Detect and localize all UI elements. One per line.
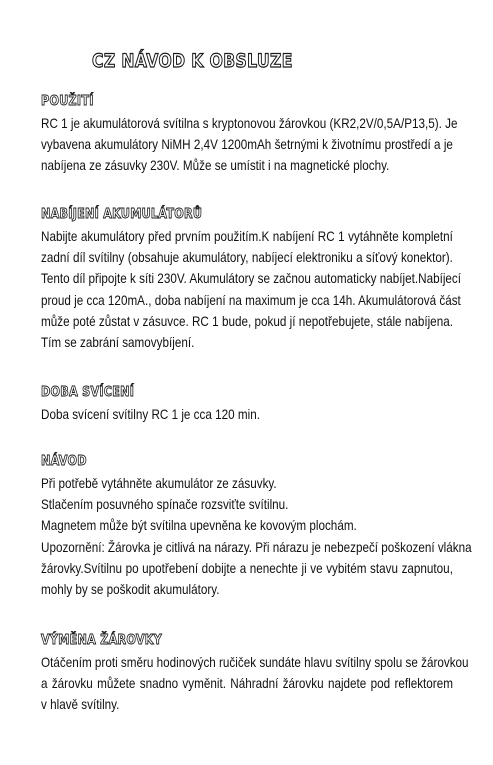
- section-heading: POUŽITÍ: [41, 94, 94, 109]
- paragraph-line: zadní díl svítilny (obsahuje akumulátory, nabíjecí elektroniku a síťový konektor).: [41, 250, 453, 266]
- section-heading: DOBA SVÍCENÍ: [41, 385, 135, 400]
- paragraph-line: Otáčením proti směru hodinových ručiček sundáte hlavu svítilny spolu se žárovkou: [41, 655, 469, 670]
- paragraph-line: Magnetem může být svítilna upevněna ke kovovým plochám.: [41, 518, 357, 534]
- paragraph-line: Doba svícení svítilny RC 1 je cca 120 min.: [41, 407, 260, 422]
- section-heading: VÝMĚNA ŽÁROVKY: [41, 633, 163, 648]
- paragraph-line: v hlavě svítilny.: [41, 697, 120, 713]
- paragraph-line: mohly by se poškodit akumulátory.: [41, 581, 220, 597]
- section-charging: [41, 206, 461, 353]
- section-bulb-replacement: [41, 632, 469, 716]
- paragraph-line: může poté zůstat v zásuvce. RC 1 bude, pokud jí nepotřebujete, stále nabíjena.: [41, 313, 453, 329]
- paragraph-line: žárovky.Svítilnu po upotřebení dobijte a nenechte ji ve vybitém stavu zapnutou,: [41, 560, 453, 576]
- paragraph-line: Při potřebě vytáhněte akumulátor ze zásuvky.: [41, 476, 277, 491]
- paragraph-line: Nabijte akumulátory před prvním použitím.K nabíjení RC 1 vytáhněte kompletní: [41, 229, 453, 244]
- paragraph-line: RC 1 je akumulátorová svítilna s kryptonovou žárovkou (KR2,2V/0,5A/P13,5). Je: [41, 116, 458, 131]
- section-lighting-time: [41, 384, 461, 425]
- paragraph-line: Tím se zabrání samovybíjení.: [41, 334, 195, 350]
- section-instructions: [41, 453, 472, 600]
- section-heading: NÁVOD: [41, 454, 87, 469]
- paragraph-line: Stlačením posuvného spínače rozsviťte svítilnu.: [41, 497, 289, 513]
- paragraph-line: vybavena akumulátory NiMH 2,4V 1200mAh šetrnými k životnímu prostředí a je: [41, 137, 453, 153]
- paragraph-line: proud je cca 120mA., doba nabíjení na maximum je cca 14h. Akumulátorová část: [41, 292, 461, 308]
- paragraph-line: Upozornění: Žárovka je citlivá na nárazy. Při nárazu je nebezpečí poškození vlákna: [41, 539, 472, 555]
- section-usage: [41, 93, 461, 177]
- paragraph-line: Tento díl připojte k síti 230V. Akumulátory se začnou automaticky nabíjet.Nabíjecí: [41, 271, 462, 287]
- paragraph-line: nabíjena ze zásuvky 230V. Může se umístit i na magnetické plochy.: [41, 158, 390, 174]
- page-title: CZ NÁVOD K OBSLUZE: [92, 50, 293, 72]
- paragraph-line: a žárovku můžete snadno vyměnit. Náhradní žárovku najdete pod reflektorem: [41, 676, 453, 692]
- section-heading: NABÍJENÍ AKUMULÁTORŮ: [41, 207, 203, 222]
